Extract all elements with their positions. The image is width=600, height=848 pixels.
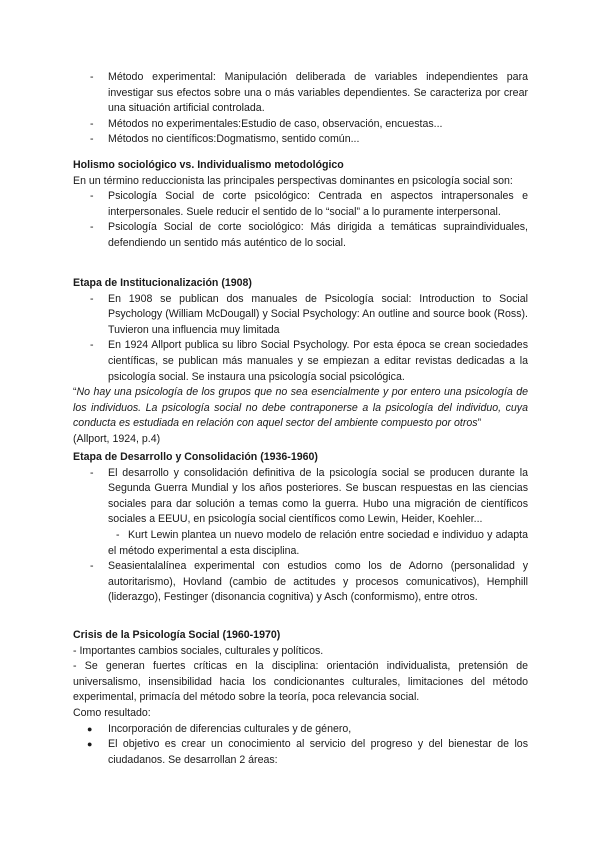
quote-open-mark: “ <box>73 386 77 399</box>
list-item: - Método experimental: Manipulación deliberada de variables independientes para investigar sus efectos sobre una o más variables dependientes. Se caracteriza por crear una situación artificial controlada. <box>73 70 528 117</box>
crisis-line: - Importantes cambios sociales, culturales y políticos. <box>73 644 324 657</box>
list-item: ● El objetivo es crear un conocimiento al servicio del progreso y del bienestar de los ciudadanos. Se desarrollan 2 áreas: <box>73 737 528 768</box>
list-item: - Métodos no experimentales:Estudio de caso, observación, encuestas... <box>73 117 528 133</box>
section-heading: Holismo sociológico vs. Individualismo metodológico <box>73 159 344 171</box>
list-item: - Métodos no científicos:Dogmatismo, sentido común... <box>73 132 528 148</box>
list-item: - En 1924 Allport publica su libro Social Psychology. Por esta época se crean sociedades científicas, se publican más manuales y se empiezan a editar revistas dedicadas a la psicología social. Se instaura una psicología social psicológica. <box>73 338 528 385</box>
crisis-line: - Se generan fuertes críticas en la disciplina: orientación individualista, pretensión de universalismo, insensibilidad hacia los condicionantes culturales, limitaciones del método experimental, primacía del método sobre la teoría, poca relevancia social. <box>73 660 528 704</box>
development-list <box>73 466 528 606</box>
quote-citation: (Allport, 1924, p.4) <box>73 432 161 445</box>
list-item: ● Incorporación de diferencias culturales y de género, <box>73 722 528 738</box>
section-heading: Crisis de la Psicología Social (1960-1970) <box>73 629 281 641</box>
methods-list <box>73 70 528 148</box>
institutionalization-list <box>73 292 528 386</box>
section-holismo <box>73 158 528 252</box>
allport-quote <box>73 385 528 432</box>
list-item: - Psicología Social de corte sociológico: Más dirigida a temáticas supraindividuales, defendiendo un sentido más auténtico de lo social. <box>73 220 528 251</box>
list-item: - Seasientalalínea experimental con estudios como los de Adorno (personalidad y autoritarismo), Hovland (cambio de actitudes y procesos comunicativos), Hemphill (liderazgo), Festinger (disonancia cognitiva) y Asch (conformismo), entre otros. <box>73 559 528 606</box>
section-desarrollo <box>73 450 528 606</box>
sub-list-item <box>73 528 528 559</box>
list-item: - En 1908 se publican dos manuales de Psicología social: Introduction to Social Psychology (William McDougall) y Social Psychology: An outline and source book (Ross). Tuvieron una influencia muy limitada <box>73 292 528 339</box>
results-list <box>73 722 528 769</box>
result-label: Como resultado: <box>73 706 151 719</box>
list-item: - El desarrollo y consolidación definitiva de la psicología social se producen durante la Segunda Guerra Mundial y los años posteriores. Se buscan respuestas en las ciencias sociales para dar solución a temas como la guerra. Hubo una migración de científicos sociales a EEUU, en psicología social científicos como Lewin, Heider, Koehler... <box>73 466 528 528</box>
perspectives-list <box>73 189 528 251</box>
section-heading: Etapa de Desarrollo y Consolidación (1936-1960) <box>73 451 318 463</box>
section-heading: Etapa de Institucionalización (1908) <box>73 277 252 289</box>
section-crisis <box>73 628 528 768</box>
quote-close-mark: ” <box>477 417 482 430</box>
sub-list-item-text: - Kurt Lewin plantea un nuevo modelo de relación entre sociedad e individuo y adapta el método experimental a esta disciplina. <box>108 528 528 557</box>
section-intro: En un término reduccionista las principales perspectivas dominantes en psicología social son: <box>73 174 513 187</box>
list-item: - Psicología Social de corte psicológico: Centrada en aspectos intrapersonales e interpersonales. Suele reducir el sentido de lo “social” a lo puramente interpersonal. <box>73 189 528 220</box>
section-institucionalizacion <box>73 276 528 448</box>
quote-text: No hay una psicología de los grupos que no sea esencialmente y por entero una psicología de los individuos. La psicología social no debe contraponerse a la psicología del individuo, cuya conducta es estudiada en relación con aquel sector del ambiente compuesto por otros <box>73 386 528 430</box>
